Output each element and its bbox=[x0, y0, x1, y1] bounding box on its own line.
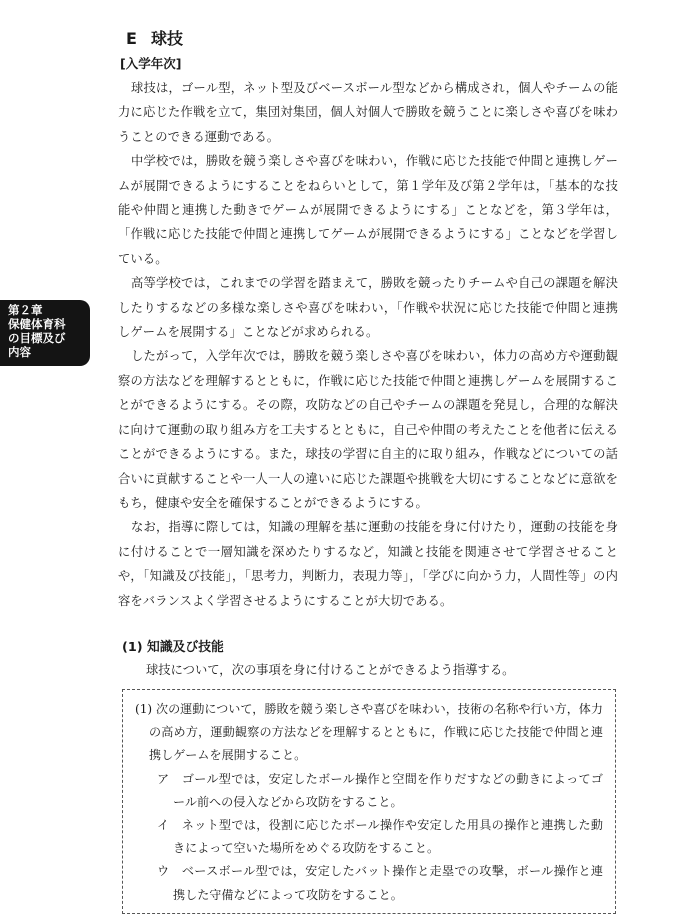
section-letter: E bbox=[126, 29, 137, 48]
body-paragraph: 中学校では，勝敗を競う楽しさや喜びを味わい，作戦に応じた技能で仲間と連携しゲームが展開できるようにすることをねらいとして，第１学年及び第２学年は，「基本的な技能や仲間と連携した動きでゲームが展開できるようにする」ことなどを，第３学年は，「作戦に応じた技能で仲間と連携してゲームが展開できるようにする」ことなどを学習している。 bbox=[118, 154, 618, 266]
page-content bbox=[118, 28, 618, 914]
side-tab-line: 内容 bbox=[8, 345, 31, 359]
section-title bbox=[126, 28, 618, 50]
side-tab-line: の目標及び bbox=[8, 331, 66, 345]
side-tab-line: 第２章 bbox=[8, 303, 43, 317]
section-title-text: 球技 bbox=[150, 29, 183, 48]
body-paragraph: なお，指導に際しては，知識の理解を基に運動の技能を身に付けたり，運動の技能を身に付けることで一層知識を深めたりするなど，知識と技能を関連させて学習させることや，「知識及び技能」，「思考力，判断力，表現力等」，「学びに向かう力，人間性等」の内容をバランスよく学習させるようにすることが大切である。 bbox=[118, 520, 618, 608]
box-item: (1) 次の運動について，勝敗を競う楽しさや喜びを味わい，技術の名称や行い方，体力の高め方，運動観察の方法などを理解するとともに，作戦に応じた技能で仲間と連携しゲームを展開すること。 bbox=[135, 701, 603, 763]
grade-subheading: [入学年次] bbox=[120, 56, 182, 71]
box-subitem: ウ ベースボール型では，安定したバット操作と走塁での攻撃，ボール操作と連携した守備などによって攻防をすること。 bbox=[157, 864, 603, 902]
chapter-side-tab bbox=[0, 300, 90, 366]
box-subitem: ア ゴール型では，安定したボール操作と空間を作りだすなどの動きによってゴール前への侵入などから攻防をすること。 bbox=[157, 771, 603, 809]
content-box bbox=[122, 689, 616, 914]
body-paragraph: したがって，入学年次では，勝敗を競う楽しさや喜びを味わい，体力の高め方や運動観察の方法などを理解するとともに，作戦に応じた技能で仲間と連携しゲームを展開することができるようにする。その際，攻防などの自己やチームの課題を発見し，合理的な解決に向けて運動の取り組み方を工夫するとともに，自己や仲間の考えたことを他者に伝えることができるようにする。また，球技の学習に自主的に取り組み，作戦などについての話合いに貢献することや一人一人の違いに応じた課題や挑戦を大切にすることなどに意欲をもち，健康や安全を確保することができるようにする。 bbox=[118, 349, 618, 510]
subsection-intro: 球技について，次の事項を身に付けることができるよう指導する。 bbox=[146, 662, 515, 677]
side-tab-line: 保健体育科 bbox=[8, 317, 66, 331]
body-paragraph: 球技は，ゴール型，ネット型及びベースボール型などから構成され，個人やチームの能力に応じた作戦を立て，集団対集団，個人対個人で勝敗を競うことに楽しさや喜びを味わうことのできる運動である。 bbox=[118, 81, 618, 144]
box-subitem: イ ネット型では，役割に応じたボール操作や安定した用具の操作と連携した動きによって空いた場所をめぐる攻防をすること。 bbox=[157, 817, 603, 856]
subsection-heading: (1) 知識及び技能 bbox=[122, 639, 224, 655]
body-paragraph: 高等学校では，これまでの学習を踏まえて，勝敗を競ったりチームや自己の課題を解決したりするなどの多様な楽しさや喜びを味わい，「作戦や状況に応じた技能で仲間と連携しゲームを展開する」ことなどが求められる。 bbox=[118, 276, 618, 340]
